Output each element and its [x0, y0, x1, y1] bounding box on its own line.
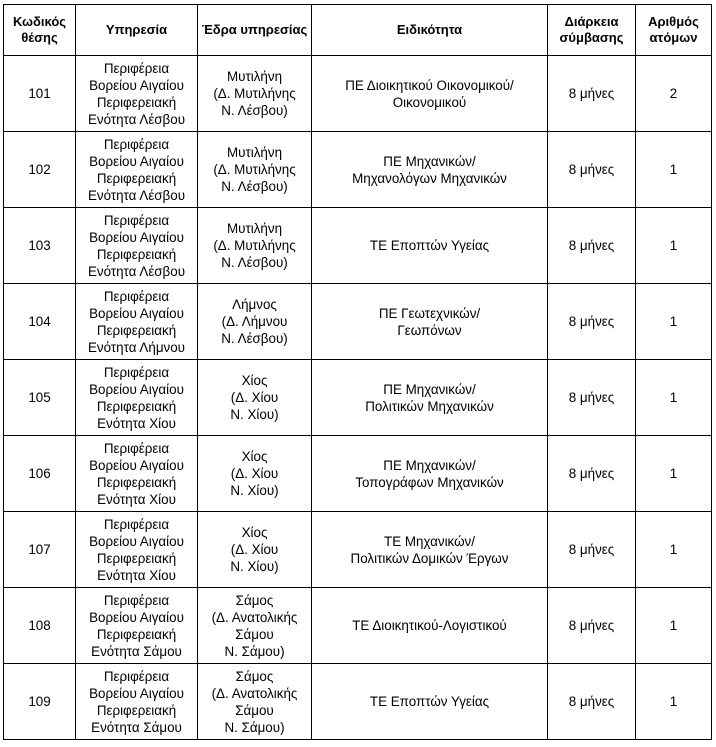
table-row	[4, 284, 712, 360]
cell-code: 103	[4, 208, 76, 284]
cell-seat: Χίος (Δ. Χίου Ν. Χίου)	[198, 436, 312, 512]
positions-table	[3, 4, 712, 740]
table-header	[4, 5, 712, 56]
cell-service: Περιφέρεια Βορείου Αιγαίου Περιφερειακή Ενότητα Σάμου	[76, 588, 198, 664]
cell-seat: Χίος (Δ. Χίου Ν. Χίου)	[198, 512, 312, 588]
cell-specialty: ΠΕ Μηχανικών/ Τοπογράφων Μηχανικών	[312, 436, 548, 512]
cell-seat: Σάμος (Δ. Ανατολικής Σάμου Ν. Σάμου)	[198, 588, 312, 664]
cell-service: Περιφέρεια Βορείου Αιγαίου Περιφερειακή Ενότητα Λέσβου	[76, 132, 198, 208]
cell-seat: Χίος (Δ. Χίου Ν. Χίου)	[198, 360, 312, 436]
table-row	[4, 436, 712, 512]
header-count: Αριθμός ατόμων	[636, 5, 712, 56]
cell-seat: Σάμος (Δ. Ανατολικής Σάμου Ν. Σάμου)	[198, 664, 312, 740]
cell-duration: 8 μήνες	[548, 588, 636, 664]
cell-count: 1	[636, 132, 712, 208]
cell-specialty: ΠΕ Μηχανικών/ Πολιτικών Μηχανικών	[312, 360, 548, 436]
cell-service: Περιφέρεια Βορείου Αιγαίου Περιφερειακή Ενότητα Λέσβου	[76, 208, 198, 284]
table-row	[4, 360, 712, 436]
cell-service: Περιφέρεια Βορείου Αιγαίου Περιφερειακή Ενότητα Σάμου	[76, 664, 198, 740]
table-row	[4, 664, 712, 740]
cell-code: 101	[4, 56, 76, 132]
cell-code: 106	[4, 436, 76, 512]
table-row	[4, 588, 712, 664]
cell-service: Περιφέρεια Βορείου Αιγαίου Περιφερειακή Ενότητα Χίου	[76, 436, 198, 512]
cell-specialty: ΠΕ Μηχανικών/ Μηχανολόγων Μηχανικών	[312, 132, 548, 208]
cell-count: 1	[636, 436, 712, 512]
header-duration: Διάρκεια σύμβασης	[548, 5, 636, 56]
cell-duration: 8 μήνες	[548, 436, 636, 512]
cell-count: 1	[636, 208, 712, 284]
cell-specialty: ΠΕ Γεωτεχνικών/ Γεωπόνων	[312, 284, 548, 360]
cell-duration: 8 μήνες	[548, 208, 636, 284]
cell-seat: Μυτιλήνη (Δ. Μυτιλήνης Ν. Λέσβου)	[198, 132, 312, 208]
cell-duration: 8 μήνες	[548, 56, 636, 132]
cell-code: 102	[4, 132, 76, 208]
cell-specialty: ΤΕ Εποπτών Υγείας	[312, 208, 548, 284]
cell-code: 105	[4, 360, 76, 436]
cell-duration: 8 μήνες	[548, 360, 636, 436]
cell-code: 104	[4, 284, 76, 360]
cell-code: 109	[4, 664, 76, 740]
cell-count: 1	[636, 360, 712, 436]
table-row	[4, 132, 712, 208]
cell-code: 107	[4, 512, 76, 588]
cell-count: 1	[636, 512, 712, 588]
cell-specialty: ΤΕ Διοικητικού-Λογιστικού	[312, 588, 548, 664]
header-code: Κωδικός θέσης	[4, 5, 76, 56]
header-seat: Έδρα υπηρεσίας	[198, 5, 312, 56]
cell-seat: Λήμνος (Δ. Λήμνου Ν. Λέσβου)	[198, 284, 312, 360]
cell-count: 1	[636, 284, 712, 360]
header-row	[4, 5, 712, 56]
header-service: Υπηρεσία	[76, 5, 198, 56]
table-body	[4, 56, 712, 740]
cell-code: 108	[4, 588, 76, 664]
cell-specialty: ΤΕ Εποπτών Υγείας	[312, 664, 548, 740]
cell-specialty: ΤΕ Μηχανικών/ Πολιτικών Δομικών Έργων	[312, 512, 548, 588]
cell-count: 2	[636, 56, 712, 132]
cell-service: Περιφέρεια Βορείου Αιγαίου Περιφερειακή Ενότητα Λήμνου	[76, 284, 198, 360]
table-row	[4, 56, 712, 132]
cell-service: Περιφέρεια Βορείου Αιγαίου Περιφερειακή Ενότητα Λέσβου	[76, 56, 198, 132]
cell-count: 1	[636, 664, 712, 740]
cell-count: 1	[636, 588, 712, 664]
cell-seat: Μυτιλήνη (Δ. Μυτιλήνης Ν. Λέσβου)	[198, 208, 312, 284]
cell-seat: Μυτιλήνη (Δ. Μυτιλήνης Ν. Λέσβου)	[198, 56, 312, 132]
cell-duration: 8 μήνες	[548, 512, 636, 588]
cell-service: Περιφέρεια Βορείου Αιγαίου Περιφερειακή Ενότητα Χίου	[76, 512, 198, 588]
table-row	[4, 512, 712, 588]
cell-duration: 8 μήνες	[548, 284, 636, 360]
cell-service: Περιφέρεια Βορείου Αιγαίου Περιφερειακή Ενότητα Χίου	[76, 360, 198, 436]
table-row	[4, 208, 712, 284]
cell-duration: 8 μήνες	[548, 132, 636, 208]
cell-duration: 8 μήνες	[548, 664, 636, 740]
cell-specialty: ΠΕ Διοικητικού Οικονομικού/ Οικονομικού	[312, 56, 548, 132]
header-specialty: Ειδικότητα	[312, 5, 548, 56]
